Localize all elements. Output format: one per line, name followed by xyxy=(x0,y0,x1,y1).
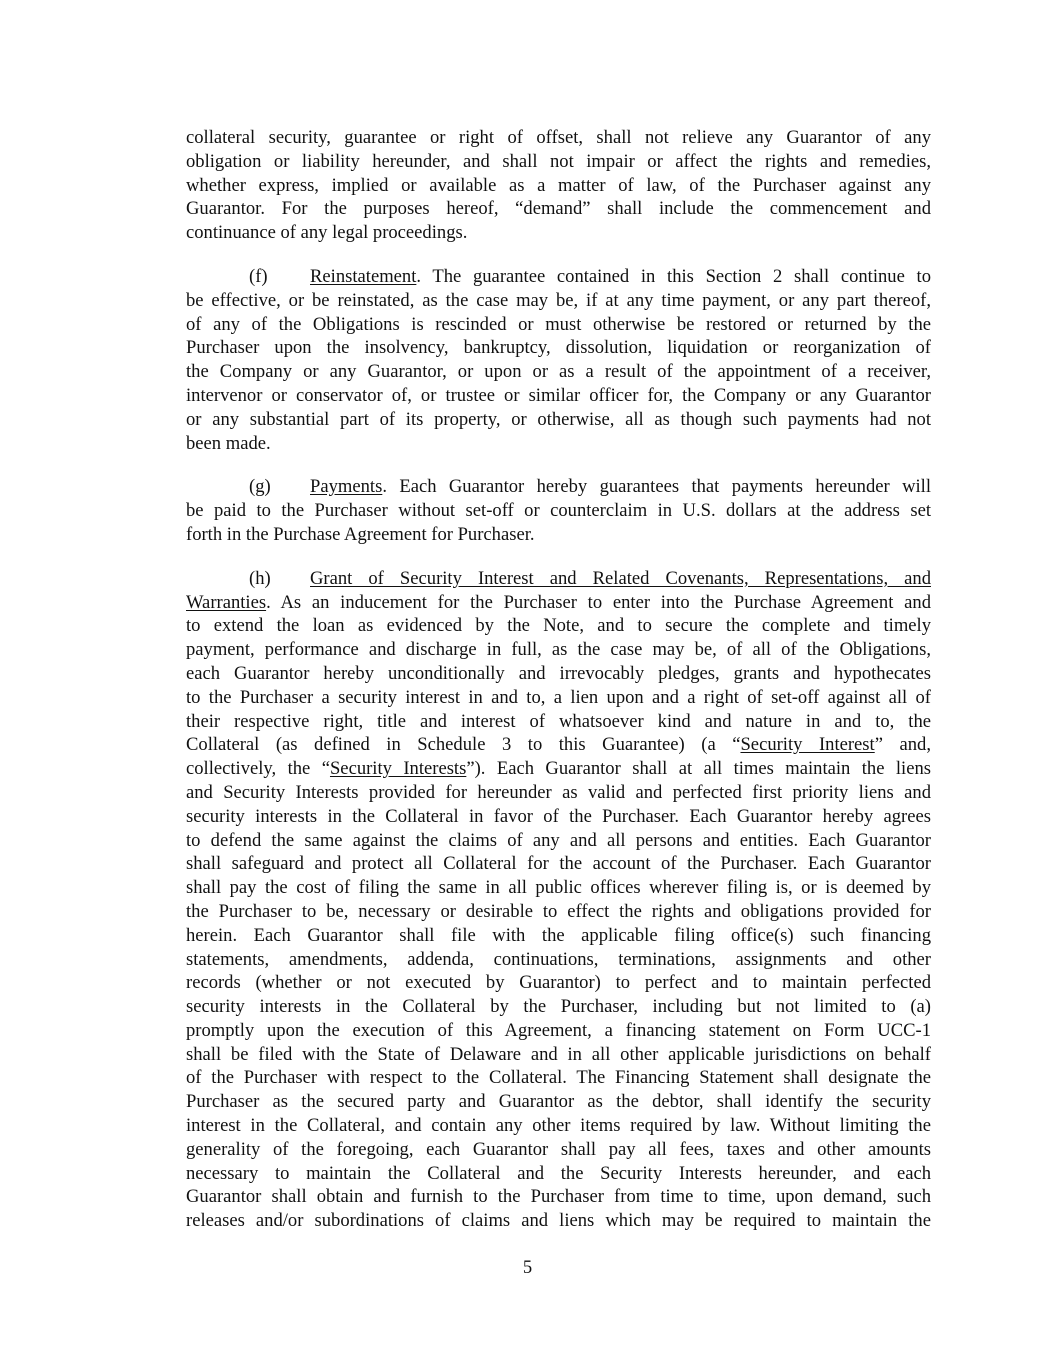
text-segment: . The guarantee contained in this Section 2 shall continue to xyxy=(416,265,931,287)
text-line xyxy=(186,757,931,781)
text-line: records (whether or not executed by Guarantor) to perfect and to maintain perfected xyxy=(186,972,931,994)
text-line: be effective, or be reinstated, as the case may be, if at any time payment, or any part thereof, xyxy=(186,289,931,311)
text-segment: ” and, xyxy=(874,734,931,756)
underlined-term: Security Interest xyxy=(740,734,875,756)
text-line: continuance of any legal proceedings. xyxy=(186,222,468,244)
text-line: obligation or liability hereunder, and shall not impair or affect the rights and remedies, xyxy=(186,150,931,172)
underlined-term: Security Interests xyxy=(329,758,467,780)
text-line: statements, amendments, addenda, continuations, terminations, assignments and other xyxy=(186,948,931,970)
section-label: (g) xyxy=(249,476,271,498)
text-line: each Guarantor hereby unconditionally and irrevocably pledges, grants and hypothecates xyxy=(186,662,931,684)
text-line: intervenor or conservator of, or trustee or similar officer for, the Company or any Guarantor xyxy=(186,384,931,406)
text-line: herein. Each Guarantor shall file with the applicable filing office(s) such financing xyxy=(186,924,931,946)
text-line: of the Purchaser with respect to the Collateral. The Financing Statement shall designate the xyxy=(186,1067,931,1089)
text-line: collateral security, guarantee or right of offset, shall not relieve any Guarantor of any xyxy=(186,127,931,148)
text-line: to defend the same against the claims of any and all persons and entities. Each Guarantor xyxy=(186,829,931,851)
paragraph xyxy=(186,126,931,245)
text-line: necessary to maintain the Collateral and the Security Interests hereunder, and each xyxy=(186,1162,931,1184)
section-label: (h) xyxy=(249,567,271,589)
text-line: whether express, implied or available as a matter of law, of the Purchaser against any xyxy=(186,174,931,196)
text-segment: . As an inducement for the Purchaser to enter into the Purchase Agreement and xyxy=(266,591,931,613)
text-line: shall pay the cost of filing the same in all public offices wherever filing is, or is deemed by xyxy=(186,877,931,899)
text-line: Guarantor. For the purposes hereof, “demand” shall include the commencement and xyxy=(186,198,931,220)
text-line: been made. xyxy=(186,432,271,454)
underlined-term: Warranties xyxy=(186,591,267,613)
text-line: releases and/or subordinations of claims and liens which may be required to maintain the xyxy=(186,1210,931,1232)
underlined-term: Reinstatement xyxy=(310,265,417,287)
text-segment: ”). Each Guarantor shall at all times maintain the liens xyxy=(466,758,931,780)
text-line: Purchaser as the secured party and Guarantor as the debtor, shall identify the security xyxy=(186,1091,931,1113)
section-label: (f) xyxy=(249,265,268,287)
text-line: Purchaser upon the insolvency, bankruptcy, dissolution, liquidation or reorganization of xyxy=(186,337,931,359)
underlined-term: Grant of Security Interest and Related Covenants, Representations, and xyxy=(310,567,931,589)
text-line: shall safeguard and protect all Collateral for the account of the Purchaser. Each Guarantor xyxy=(186,853,931,875)
text-line: the Company or any Guarantor, or upon or as a result of the appointment of a receiver, xyxy=(186,361,931,383)
text-line: security interests in the Collateral in favor of the Purchaser. Each Guarantor hereby agrees xyxy=(186,805,931,827)
text-line xyxy=(186,475,931,499)
text-line: and Security Interests provided for hereunder as valid and perfected first priority liens and xyxy=(186,781,931,803)
document-body xyxy=(186,126,931,1253)
text-line: of any of the Obligations is rescinded or must otherwise be restored or returned by the xyxy=(186,313,931,335)
text-line: shall be filed with the State of Delaware and in all other applicable jurisdictions on behalf xyxy=(186,1043,931,1065)
text-line xyxy=(186,265,931,289)
paragraph xyxy=(186,265,931,455)
paragraph xyxy=(186,567,931,1233)
text-line: to the Purchaser a security interest in and to, a lien upon and a right of set-off against all of xyxy=(186,686,931,708)
text-line: forth in the Purchase Agreement for Purchaser. xyxy=(186,523,535,545)
text-line: security interests in the Collateral by the Purchaser, including but not limited to (a) xyxy=(186,996,931,1018)
text-line: the Purchaser to be, necessary or desirable to effect the rights and obligations provided for xyxy=(186,900,931,922)
text-line xyxy=(186,591,931,615)
page-number: 5 xyxy=(522,1257,533,1278)
text-line: generality of the foregoing, each Guarantor shall pay all fees, taxes and other amounts xyxy=(186,1138,931,1160)
underlined-term: Payments xyxy=(310,476,383,498)
text-line: be paid to the Purchaser without set-off or counterclaim in U.S. dollars at the address set xyxy=(186,500,931,522)
text-line: promptly upon the execution of this Agreement, a financing statement on Form UCC-1 xyxy=(186,1019,931,1041)
text-line xyxy=(186,567,931,591)
paragraph xyxy=(186,475,931,546)
text-line: to extend the loan as evidenced by the Note, and to secure the complete and timely xyxy=(186,615,931,637)
text-line: or any substantial part of its property, or otherwise, all as though such payments had not xyxy=(186,408,931,430)
text-line: Guarantor shall obtain and furnish to the Purchaser from time to time, upon demand, such xyxy=(186,1186,931,1208)
text-line: their respective right, title and interest of whatsoever kind and nature in and to, the xyxy=(186,710,931,732)
text-line: payment, performance and discharge in full, as the case may be, of all of the Obligations, xyxy=(186,639,931,661)
text-line xyxy=(186,733,931,757)
text-segment: Collateral (as defined in Schedule 3 to this Guarantee) (a “ xyxy=(186,734,741,756)
text-segment: collectively, the “ xyxy=(186,758,330,780)
text-line: interest in the Collateral, and contain any other items required by law. Without limiting the xyxy=(186,1115,931,1137)
text-segment: . Each Guarantor hereby guarantees that payments hereunder will xyxy=(382,476,931,498)
